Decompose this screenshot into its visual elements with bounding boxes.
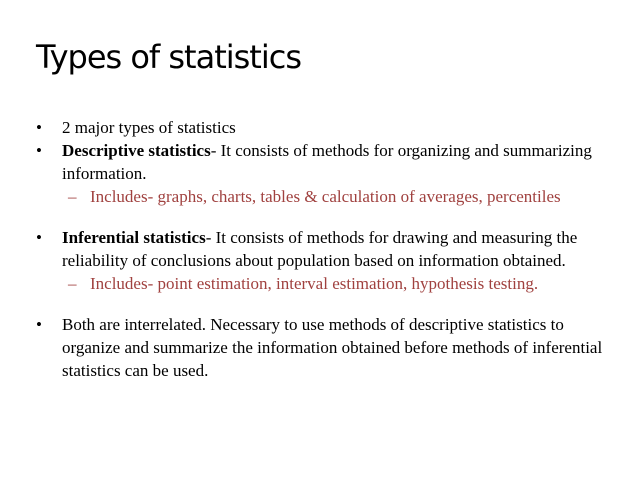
spacer: [36, 295, 616, 313]
bullet-text: - It consists of methods for drawing and measuring the reliability of conclusions about population based on information obtained.: [62, 228, 578, 270]
bullet-term-inferential: Inferential statistics: [62, 228, 206, 247]
bullet-list: [36, 116, 616, 382]
dash-icon: –: [68, 187, 77, 206]
dash-icon: –: [68, 274, 77, 293]
bullet-text: Both are interrelated. Necessary to use methods of descriptive statistics to organize and summarize the information obtained before methods of inferential statistics can be used.: [62, 315, 603, 380]
bullet-item-types: [36, 116, 616, 139]
slide-title: Types of statistics: [36, 38, 301, 76]
sub-item-text: Includes- graphs, charts, tables & calculation of averages, percentiles: [90, 187, 561, 206]
bullet-text: - It consists of methods for organizing and summarizing information.: [62, 141, 592, 183]
bullet-term-descriptive: Descriptive statistics: [62, 141, 211, 160]
sub-item-text: Includes- point estimation, interval estimation, hypothesis testing.: [90, 274, 539, 293]
sub-item-inferential: [36, 272, 616, 295]
spacer: [36, 208, 616, 226]
bullet-item-interrelated: [36, 313, 616, 382]
bullet-icon: •: [36, 228, 42, 247]
bullet-icon: •: [36, 141, 42, 160]
sub-item-descriptive: [36, 185, 616, 208]
bullet-item-descriptive: [36, 139, 616, 185]
bullet-text: 2 major types of statistics: [62, 118, 236, 137]
bullet-icon: •: [36, 118, 42, 137]
bullet-item-inferential: [36, 226, 616, 272]
bullet-icon: •: [36, 315, 42, 334]
